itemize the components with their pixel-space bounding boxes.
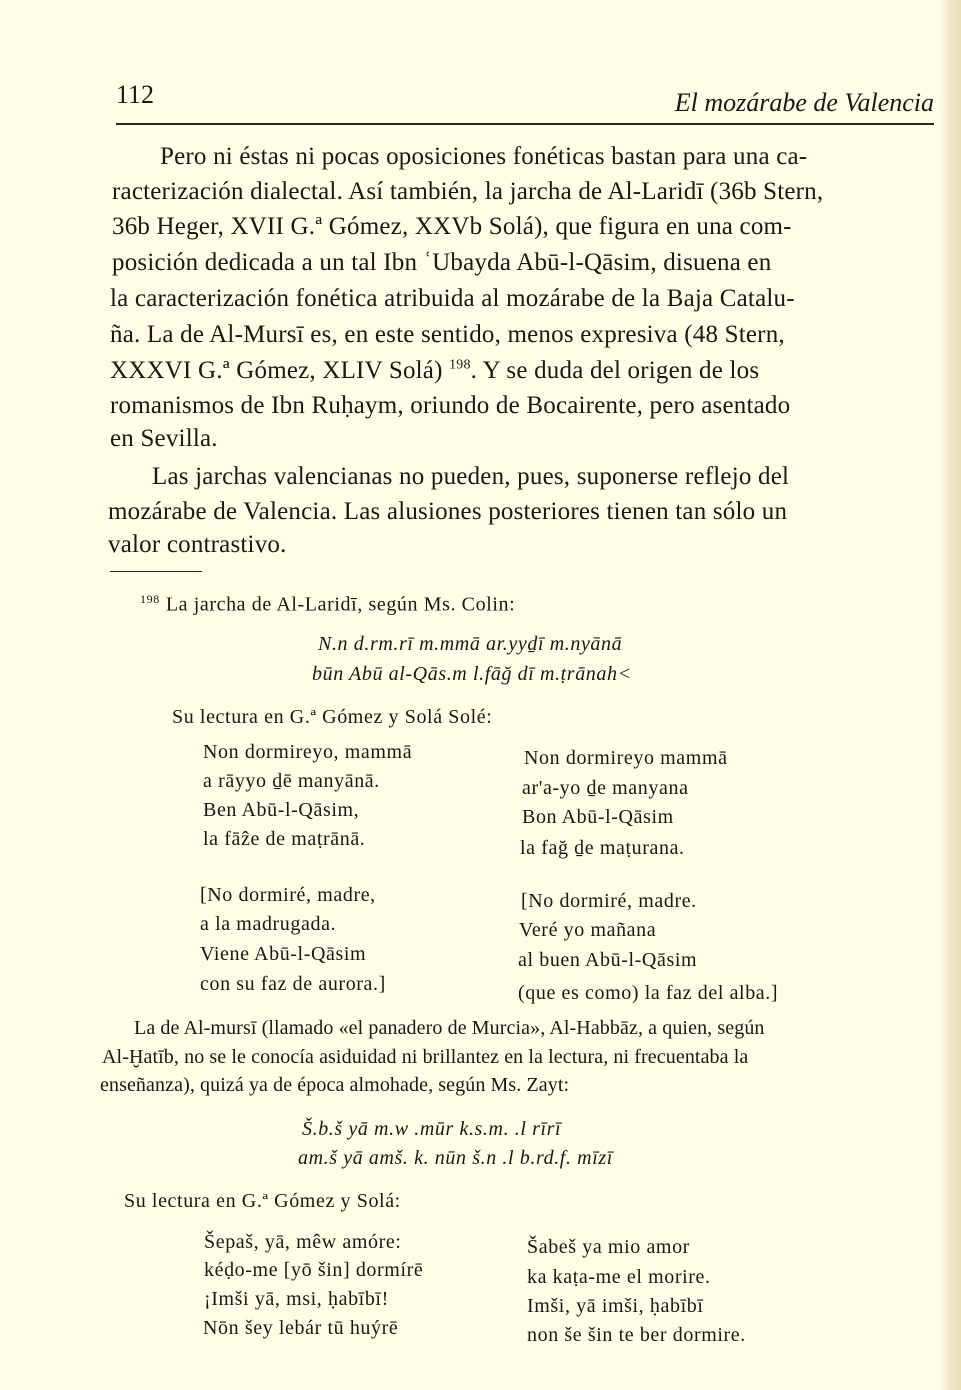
verse-line: kéḍo-me [yō šin] dormírē — [204, 1259, 424, 1281]
header-rule — [116, 123, 934, 125]
footnote-rule — [110, 571, 202, 572]
footnote-number: 198 — [140, 592, 160, 606]
text-line: La de Al-mursī (llamado «el panadero de Murcia», Al-Habbāz, a quien, según — [134, 1017, 765, 1039]
transliteration-line: N.n d.rm.rī m.mmā ar.yyḏī m.nyānā — [318, 633, 623, 655]
verse-line: [No dormiré, madre, — [200, 884, 376, 906]
verse-line: ¡Imši yā, msi, ḥabībī! — [204, 1288, 389, 1310]
text-line: la caracterización fonética atribuida al mozárabe de la Baja Catalu- — [110, 285, 795, 312]
verse-line: ar'a-yo ḏe manyana — [522, 777, 689, 799]
verse-line: ka kaṭa-me el morire. — [527, 1266, 711, 1288]
text-line: Las jarchas valencianas no pueden, pues, suponerse reflejo del — [152, 463, 790, 490]
transliteration-line: Š.b.š yā m.w .mūr k.s.m. .l rīrī — [302, 1118, 562, 1140]
verse-line: a la madrugada. — [200, 913, 337, 935]
verse-line: Šabeš ya mio amor — [527, 1236, 690, 1258]
text-line: Al-Ḫatīb, no se le conocía asiduidad ni brillantez en la lectura, ni frecuentaba la — [102, 1046, 749, 1068]
footnote-intro-text: La jarcha de Al-Laridī, según Ms. Colin: — [165, 593, 516, 616]
text-line: 36b Heger, XVII G.ª Gómez, XXVb Solá), que figura en una com- — [112, 213, 792, 240]
text-line: racterización dialectal. Así también, la jarcha de Al-Laridī (36b Stern, — [112, 178, 824, 205]
verse-line: Non dormireyo mammā — [524, 747, 728, 769]
verse-line: (que es como) la faz del alba.] — [518, 982, 779, 1004]
verse-line: Imši, yā imši, ḥabībī — [527, 1295, 704, 1317]
reading-intro: Su lectura en G.ª Gómez y Solá Solé: — [172, 706, 493, 728]
verse-line: a rāyyo ḏē manyānā. — [203, 770, 380, 792]
page-spine-shadow — [939, 0, 961, 1390]
verse-line: con su faz de aurora.] — [200, 973, 386, 995]
page-number: 112 — [116, 80, 155, 109]
text-line: romanismos de Ibn Ruḥaym, oriundo de Bocairente, pero asentado — [110, 392, 791, 419]
verse-line: Non dormireyo, mammā — [203, 741, 413, 763]
reading-intro: Su lectura en G.ª Gómez y Solá: — [124, 1190, 401, 1212]
text-line: Pero ni éstas ni pocas oposiciones fonéticas bastan para una ca- — [160, 143, 808, 170]
text-line-end: . Y se duda del origen de los — [470, 357, 760, 384]
verse-line: Ben Abū-l-Qāsim, — [203, 799, 360, 821]
footnote-reference-198[interactable]: 198 — [449, 357, 471, 373]
text-line: posición dedicada a un tal Ibn ʿUbayda Abū-l-Qāsim, disuena en — [112, 249, 772, 276]
verse-line: Bon Abū-l-Qāsim — [522, 806, 674, 828]
text-line: valor contrastivo. — [108, 531, 287, 558]
verse-line: la fāẑe de maṭrānā. — [203, 828, 366, 850]
footnote-intro — [140, 592, 515, 617]
verse-line: Nōn šey lebár tū huýrē — [203, 1317, 399, 1339]
verse-line: Viene Abū-l-Qāsim — [200, 943, 367, 965]
text-line: en Sevilla. — [110, 425, 218, 452]
text-line-start: XXXVI G.ª Gómez, XLIV Solá) — [110, 357, 443, 384]
running-title: El mozárabe de Valencia — [674, 88, 934, 117]
verse-line: al buen Abū-l-Qāsim — [518, 949, 698, 971]
running-head — [116, 80, 934, 120]
text-line: ña. La de Al-Mursī es, en este sentido, menos expresiva (48 Stern, — [110, 321, 785, 348]
verse-line: la fağ ḏe maṭurana. — [520, 837, 685, 859]
verse-line: Šepaš, yā, mêw amóre: — [204, 1231, 402, 1253]
text-line: enseñanza), quizá ya de época almohade, según Ms. Zayt: — [100, 1074, 570, 1096]
text-line — [110, 357, 759, 385]
verse-line: Veré yo mañana — [519, 919, 657, 941]
transliteration-line: am.š yā amš. k. nūn š.n .l b.rd.f. mīzī — [298, 1147, 613, 1169]
transliteration-line: būn Abū al-Qās.m l.fāğ dī m.ṭrānah< — [312, 663, 632, 685]
text-line: mozárabe de Valencia. Las alusiones posteriores tienen tan sólo un — [108, 498, 788, 525]
verse-line: non še šin te ber dormire. — [527, 1324, 746, 1346]
verse-line: [No dormiré, madre. — [521, 890, 697, 912]
